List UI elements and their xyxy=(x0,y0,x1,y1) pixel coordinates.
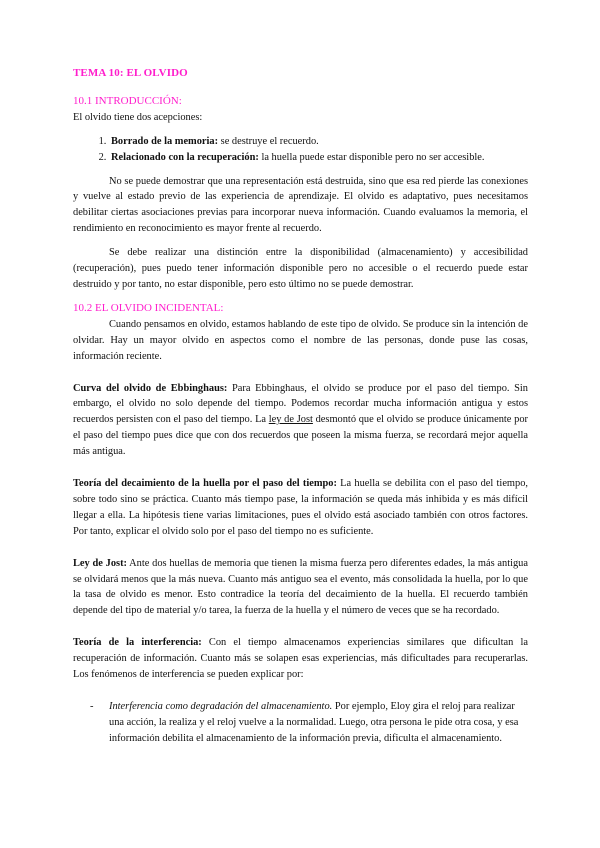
paragraph-ley-jost: Ley de Jost: Ante dos huellas de memoria que tienen la misma fuerza pero diferentes edades, la más antigua se olvidará menos que la más nueva. Cuanto más antiguo sea el evento, más consolidada la huella, por lo que la tasa de olvido es menor. Esto contradice la teoría del decaimiento de la huella. El recuerdo también depende del tipo de material y/o tarea, la fuerza de la huella y el número de veces que se ha recordado. xyxy=(73,557,528,617)
document-page xyxy=(73,66,528,747)
list-item: 1. Borrado de la memoria: se destruye el recuerdo. xyxy=(109,134,528,150)
list-item: 2. Relacionado con la recuperación: la huella puede estar disponible pero no ser accesible. xyxy=(109,150,528,166)
paragraph-curva-olvido: Curva del olvido de Ebbinghaus: Para Ebbinghaus, el olvido se produce por el paso del tiempo. Sin embargo, el olvido no solo depende del tiempo. Podemos recordar mucha información antigua y estos recuerdos persisten con el paso del tiempo. La ley de Jost desmontó que el olvido se produce únicamente por el paso del tiempo pues dice que con dos recuerdos que poseen la misma fuerza, se recordará mejor aquella más antigua. xyxy=(73,382,529,458)
paragraph-interferencia: Teoría de la interferencia: Con el tiempo almacenamos experiencias similares que dificultan la recuperación de información. Cuanto más se solapen esas experiencias, más dificultades para recuperarlas. Los fenómenos de interferencia se pueden explicar por: xyxy=(73,637,528,681)
list-item: - Interferencia como degradación del almacenamiento. Por ejemplo, Eloy gira el reloj para realizar una acción, la realiza y el reloj vuelve a la normalidad. Luego, otra persona le pide otra cosa, y esa información debilita el almacenamiento de la información previa, dificulta el almacenamiento. xyxy=(109,699,528,747)
interferencia-list xyxy=(73,699,528,747)
document-title: TEMA 10: EL OLVIDO xyxy=(73,67,188,79)
acepciones-list xyxy=(73,134,528,166)
paragraph: No se puede demostrar que una representación está destruida, sino que esa red pierde las conexiones y vuelve al estado previo de las experiencia de aprendizaje. El olvido es adaptativo, pues necesitamos debilitar ciertas asociaciones previas para incorporar nueva información. Cuando evaluamos la memoria, el rendimiento en reconocimiento es mayor frente al recuerdo. xyxy=(73,175,528,235)
section-heading-introduccion: 10.1 INTRODUCCIÓN: xyxy=(73,94,182,107)
intro-text: El olvido tiene dos acepciones: xyxy=(73,111,203,123)
paragraph: Cuando pensamos en olvido, estamos hablando de este tipo de olvido. Se produce sin la intención de olvidar. Hay un mayor olvido en aspectos como el nombre de las personas, donde puse las cosas, información reciente. xyxy=(73,318,528,362)
ley-de-jost-link: ley de Jost xyxy=(268,414,313,426)
paragraph-decaimiento: Teoría del decaimiento de la huella por el paso del tiempo: La huella se debilita con el paso del tiempo, sobre todo sino se práctica. Cuanto más tiempo pase, la información se queda más inhibida y es más difícil llegar a ella. La hipótesis tiene varias limitaciones, pues el olvido está asociado también con otros factores. Por tanto, explicar el olvido solo por el paso del tiempo no es suficiente. xyxy=(73,478,529,537)
paragraph: Se debe realizar una distinción entre la disponibilidad (almacenamiento) y accesibilidad (recuperación), pues puedo tener información disponible pero no accesible o el recuerdo puede estar destruido y por tanto, no estar disponible, pero esto último no se puede demostrar. xyxy=(73,247,528,290)
section-heading-olvido-incidental: 10.2 EL OLVIDO INCIDENTAL: xyxy=(73,301,224,314)
